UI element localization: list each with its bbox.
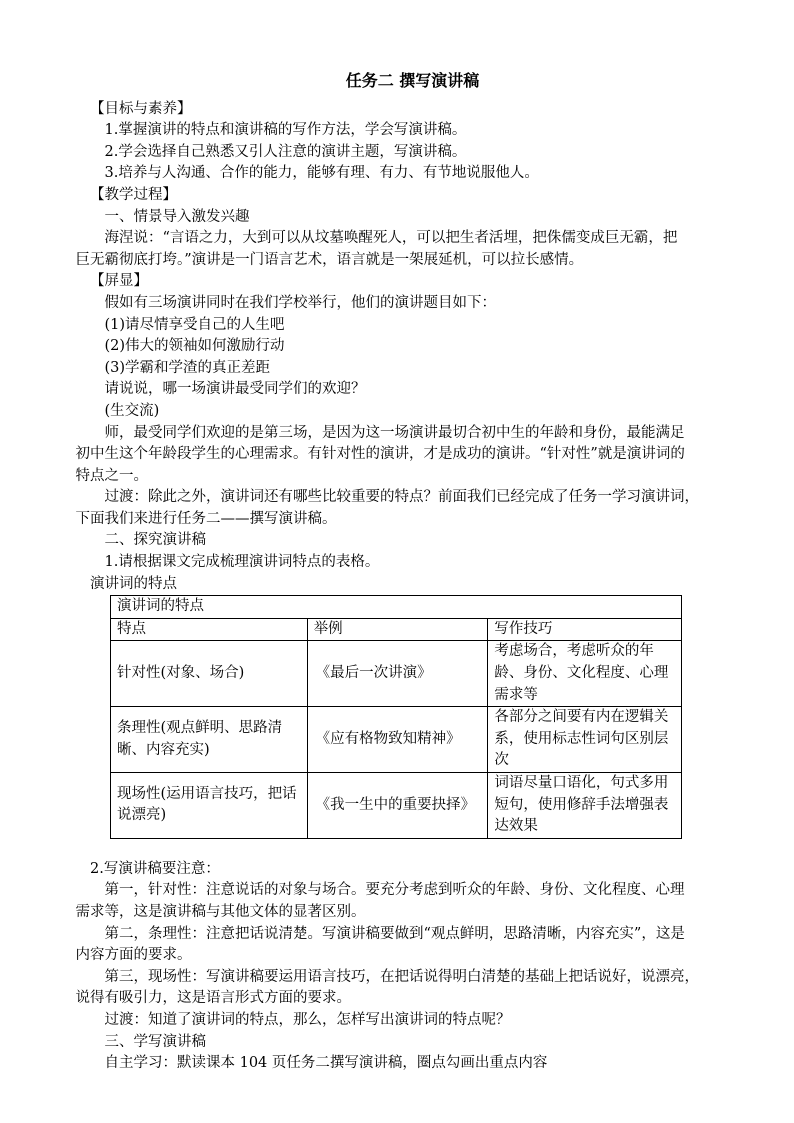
header-example: 举例 — [307, 618, 488, 641]
heine-quote-line-1: 海涅说：“言语之力，大到可以从坟墓唤醒死人，可以把生者活埋，把侏儒变成巨无霸，把 — [104, 230, 678, 247]
goal-item-1: 1.掌握演讲的特点和演讲稿的写作方法，学会写演讲稿。 — [104, 122, 467, 139]
goal-item-2: 2.学会选择自己熟悉又引人注意的演讲主题，写演讲稿。 — [104, 143, 467, 160]
point-1-line-1: 第一，针对性：注意说话的对象与场合。要充分考虑到听众的年龄、身份、文化程度、心理 — [104, 882, 685, 899]
section-2-transition: 过渡：知道了演讲词的特点，那么，怎样写出演讲词的特点呢？ — [104, 1011, 511, 1028]
transition-line-2: 下面我们来进行任务二——撰写演讲稿。 — [75, 510, 337, 527]
table-caption: 演讲词的特点 — [111, 596, 682, 619]
table-row — [111, 641, 682, 707]
transition-line-1: 过渡：除此之外，演讲词还有哪些比较重要的特点？前面我们已经完成了任务一学习演讲词， — [104, 489, 699, 506]
screen-heading: 【屏显】 — [90, 273, 148, 290]
header-technique: 写作技巧 — [488, 618, 682, 641]
process-heading: 【教学过程】 — [90, 186, 177, 203]
section-2-heading: 二、探究演讲稿 — [104, 532, 206, 549]
teacher-line-2: 初中生这个年龄段学生的心理需求。有针对性的演讲，才是成功的演讲。“针对性”就是演讲词的 — [75, 446, 685, 463]
spacer — [90, 839, 735, 859]
question: 请说说，哪一场演讲最受同学们的欢迎？ — [104, 381, 366, 398]
topic-3: (3)学霸和学渣的真正差距 — [104, 359, 271, 376]
goals-heading: 【目标与素养】 — [90, 100, 192, 117]
point-3-line-1: 第三，现场性：写演讲稿要运用语言技巧，在把话说得明白清楚的基础上把话说好，说漂亮， — [104, 968, 699, 985]
teacher-line-1: 师，最受同学们欢迎的是第三场，是因为这一场演讲最切合初中生的年龄和身份，最能满足 — [104, 424, 685, 441]
row-1-technique: 考虑场合，考虑听众的年龄、身份、文化程度、心理需求等 — [488, 641, 682, 707]
table-row — [111, 707, 682, 773]
document-page — [75, 70, 735, 1075]
student-exchange: (生交流) — [104, 402, 160, 419]
row-2-technique: 各部分之间要有内在逻辑关系，使用标志性词句区别层次 — [488, 707, 682, 773]
row-1-feature: 针对性(对象、场合) — [111, 641, 308, 707]
row-2-feature: 条理性(观点鲜明、思路清晰、内容充实) — [111, 707, 308, 773]
table-row — [111, 773, 682, 839]
goal-item-3: 3.培养与人沟通、合作的能力，能够有理、有力、有节地说服他人。 — [104, 165, 539, 182]
task-1: 1.请根据课文完成梳理演讲词特点的表格。 — [104, 554, 380, 571]
row-3-example: 《我一生中的重要抉择》 — [307, 773, 488, 839]
teacher-line-3: 特点之一。 — [75, 467, 148, 484]
task-2: 2.写演讲稿要注意： — [90, 860, 220, 877]
point-2-line-2: 内容方面的要求。 — [75, 947, 192, 964]
row-2-example: 《应有格物致知精神》 — [307, 707, 488, 773]
point-1-line-2: 需求等，这是演讲稿与其他文体的显著区别。 — [75, 903, 366, 920]
features-table — [110, 595, 682, 839]
page-title: 任务二 撰写演讲稿 — [345, 71, 480, 90]
self-study: 自主学习：默读课本 104 页任务二撰写演讲稿，圈点勾画出重点内容 — [104, 1055, 548, 1072]
row-3-technique: 词语尽量口语化，句式多用短句，使用修辞手法增强表达效果 — [488, 773, 682, 839]
heine-quote-line-2: 巨无霸彻底打垮。”演讲是一门语言艺术，语言就是一架展延机，可以拉长感情。 — [75, 251, 584, 268]
section-3-heading: 三、学写演讲稿 — [104, 1033, 206, 1050]
row-1-example: 《最后一次讲演》 — [307, 641, 488, 707]
topic-2: (2)伟大的领袖如何激励行动 — [104, 338, 285, 355]
section-1-heading: 一、情景导入激发兴趣 — [104, 208, 250, 225]
table-label: 演讲词的特点 — [90, 575, 177, 592]
table-caption-row — [111, 596, 682, 619]
table-header-row — [111, 618, 682, 641]
topics-intro: 假如有三场演讲同时在我们学校举行，他们的演讲题目如下： — [104, 294, 496, 311]
topic-1: (1)请尽情享受自己的人生吧 — [104, 316, 285, 333]
row-3-feature: 现场性(运用语言技巧，把话说漂亮) — [111, 773, 308, 839]
header-feature: 特点 — [111, 618, 308, 641]
point-2-line-1: 第二，条理性：注意把话说清楚。写演讲稿要做到“观点鲜明，思路清晰，内容充实”，这是 — [104, 925, 685, 942]
point-3-line-2: 说得有吸引力，这是语言形式方面的要求。 — [75, 990, 351, 1007]
